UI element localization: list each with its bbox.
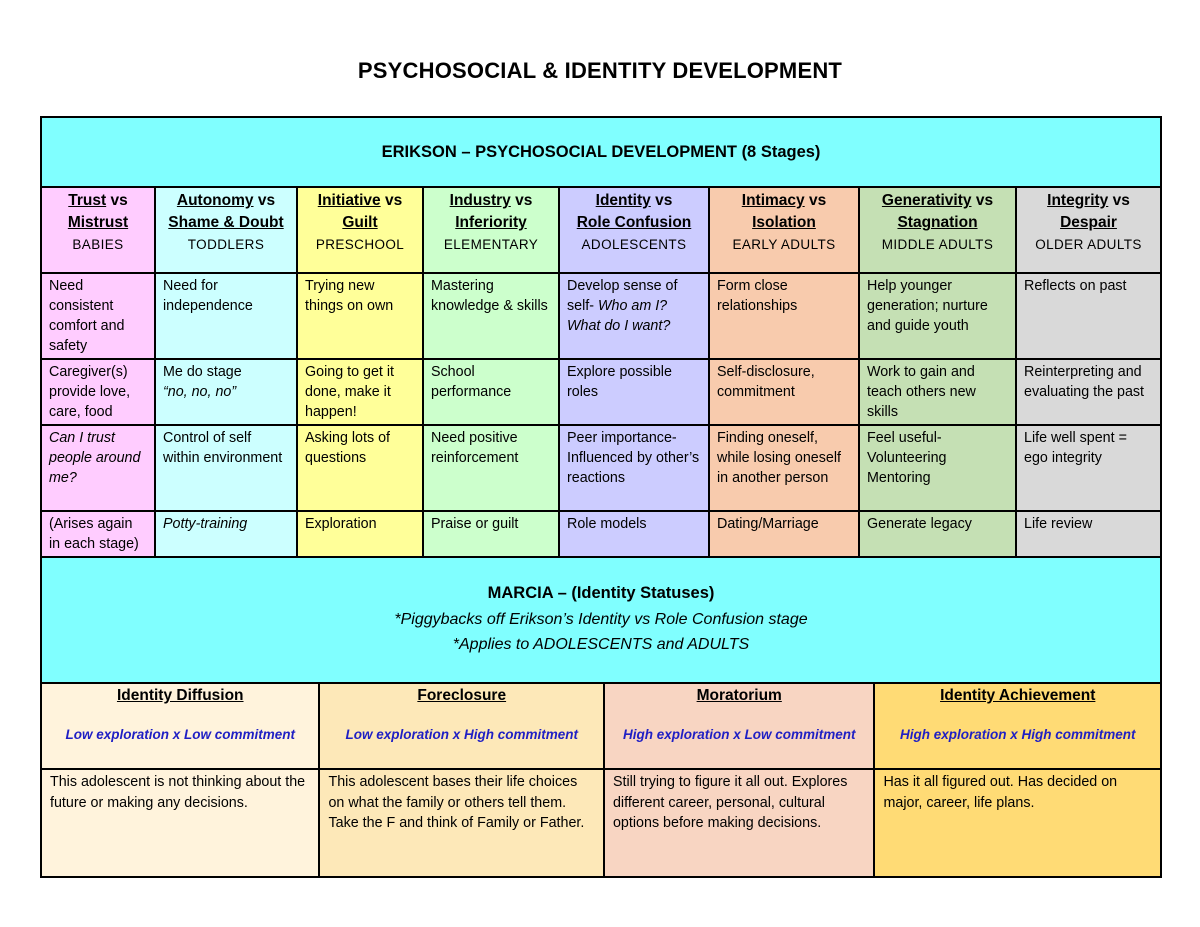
- table-cell: Dating/Marriage: [709, 511, 859, 557]
- table-cell: Peer importance- Influenced by other’s reactions: [559, 425, 709, 511]
- status-header-row: [42, 684, 1160, 769]
- table-cell: (Arises again in each stage): [41, 511, 155, 557]
- status-text: This adolescent is not thinking about the future or making any decisions.: [42, 769, 319, 876]
- table-cell: Develop sense of self- Who am I? What do I want?: [559, 273, 709, 359]
- table-cell: Life well spent = ego integrity: [1016, 425, 1161, 511]
- stage-cell: Industry vs Inferiority ELEMENTARY: [423, 187, 559, 273]
- table-cell: Praise or guilt: [423, 511, 559, 557]
- stage-cell: Autonomy vs Shame & Doubt TODDLERS: [155, 187, 297, 273]
- table-cell: Need consistent comfort and safety: [41, 273, 155, 359]
- marcia-note: *Applies to ADOLESCENTS and ADULTS: [452, 636, 750, 653]
- table-cell: Need positive reinforcement: [423, 425, 559, 511]
- table-cell: Feel useful- Volunteering Mentoring: [859, 425, 1016, 511]
- stage-cell: Generativity vs Stagnation MIDDLE ADULTS: [859, 187, 1016, 273]
- stage-cell: Initiative vs Guilt PRESCHOOL: [297, 187, 423, 273]
- table-cell: Self-disclosure, commitment: [709, 359, 859, 425]
- table-cell: Form close relationships: [709, 273, 859, 359]
- marcia-note: *Piggybacks off Erikson’s Identity vs Role Confusion stage: [394, 611, 808, 628]
- table-cell: Potty-training: [155, 511, 297, 557]
- table-cell: Me do stage “no, no, no”: [155, 359, 297, 425]
- table-cell: Reflects on past: [1016, 273, 1161, 359]
- table-cell: Mastering knowledge & skills: [423, 273, 559, 359]
- table-row: [41, 425, 1161, 511]
- table-cell: Caregiver(s) provide love, care, food: [41, 359, 155, 425]
- table-cell: Explore possible roles: [559, 359, 709, 425]
- table-cell: Role models: [559, 511, 709, 557]
- table-cell: Help younger generation; nurture and guide youth: [859, 273, 1016, 359]
- table-cell: Control of self within environment: [155, 425, 297, 511]
- stage-cell: Integrity vs Despair OLDER ADULTS: [1016, 187, 1161, 273]
- table-cell: Work to gain and teach others new skills: [859, 359, 1016, 425]
- marcia-banner: [41, 557, 1161, 683]
- erikson-heading: ERIKSON – PSYCHOSOCIAL DEVELOPMENT (8 Stages): [41, 117, 1161, 187]
- page-title: PSYCHOSOCIAL & IDENTITY DEVELOPMENT: [357, 58, 843, 83]
- table-row: [41, 359, 1161, 425]
- status-header: Foreclosure Low exploration x High commitment: [319, 684, 604, 769]
- stage-cell: Trust vs Mistrust BABIES: [41, 187, 155, 273]
- status-header: Identity Diffusion Low exploration x Low commitment: [42, 684, 319, 769]
- table-cell: Asking lots of questions: [297, 425, 423, 511]
- table-cell: Exploration: [297, 511, 423, 557]
- table-cell: Going to get it done, make it happen!: [297, 359, 423, 425]
- marcia-table: [42, 684, 1160, 876]
- table-cell: Generate legacy: [859, 511, 1016, 557]
- marcia-statuses: [41, 683, 1161, 877]
- table-cell: Life review: [1016, 511, 1161, 557]
- marcia-heading: MARCIA – (Identity Statuses): [487, 584, 715, 602]
- table-row: [41, 273, 1161, 359]
- status-header: Identity Achievement High exploration x High commitment: [874, 684, 1160, 769]
- table-cell: Reinterpreting and evaluating the past: [1016, 359, 1161, 425]
- table-cell: Can I trust people around me?: [41, 425, 155, 511]
- status-header: Moratorium High exploration x Low commitment: [604, 684, 874, 769]
- status-text: Still trying to figure it all out. Explores different career, personal, cultural options before making decisions.: [604, 769, 874, 876]
- stage-cell: Intimacy vs Isolation EARLY ADULTS: [709, 187, 859, 273]
- table-cell: Finding oneself, while losing oneself in another person: [709, 425, 859, 511]
- stage-header-row: [41, 187, 1161, 273]
- status-text: Has it all figured out. Has decided on major, career, life plans.: [874, 769, 1160, 876]
- status-body-row: [42, 769, 1160, 876]
- table-cell: Trying new things on own: [297, 273, 423, 359]
- development-table: [40, 116, 1162, 878]
- table-row: [41, 511, 1161, 557]
- stage-cell: Identity vs Role Confusion ADOLESCENTS: [559, 187, 709, 273]
- table-cell: School performance: [423, 359, 559, 425]
- table-cell: Need for independence: [155, 273, 297, 359]
- status-text: This adolescent bases their life choices on what the family or others tell them. Take the F and think of Family or Father.: [319, 769, 604, 876]
